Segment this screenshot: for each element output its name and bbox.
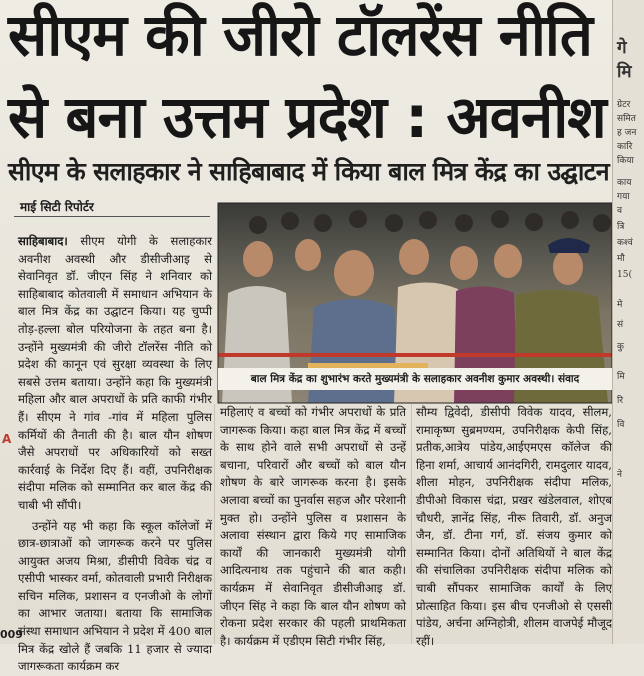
right-fragment: व [617,206,623,216]
paragraph-1 [18,233,212,515]
right-fragment: वि [617,420,625,430]
article-column-2 [220,404,406,648]
adjacent-article-strip [612,0,644,644]
right-fragment: गे [617,38,627,58]
column-divider [411,404,412,644]
dateline: साहिबाबाद। [18,234,68,248]
photo-caption: बाल मित्र केंद्र का शुभारंभ करते मुख्यमंत्री के सलाहकार अवनीश कुमार अवस्थी। संवाद [218,368,612,390]
paragraph-1-text: सीएम योगी के सलाहकार अवनीश अवस्थी और डीसीजीआइ से सेवानिवृत डॉ. जीएन सिंह ने शनिवार को साहिबाबाद कोतवाली में समाधान अभियान के बाल मित्र केंद्र का उद्घाटन किया। यह चुप्पी तोड़-हल्ला बोल परियोजना के तहत बना है। उन्होंने मुख्यमंत्री की जीरो टॉलरेंस नीति को प्रदेश की कानून एवं सुरक्षा व्यवस्था के लिए सबसे उत्तम बताया। उन्होंने कहा कि मुख्यमंत्री महिला और बाल अपराधों के प्रति काफी गंभीर हैं। सीएम ने गांव -गांव में महिला पुलिस कर्मियों की तैनाती की है। बाल यौन शोषण जैसे अपराधों पर अधिकारियों को सख्त कार्रवाई के निर्देश दिए हैं। वहीं, उपनिरीक्षक संदीपा मलिक को सम्मानित कर बाल केंद्र की चाबी भी सौंपी। [18,234,212,512]
article-column-3 [416,404,612,648]
right-fragment: काय [617,178,632,188]
right-fragment: 15( [617,270,632,280]
right-fragment: मे [617,300,623,310]
right-fragment: ह जन [617,128,637,138]
right-fragment: समित [617,114,636,124]
page-number: 009 [0,628,23,641]
right-fragment: किया [617,156,634,166]
right-fragment: रि [617,396,624,406]
right-fragment: त्रि [617,222,625,232]
subheadline: सीएम के सलाहकार ने साहिबाबाद में किया बाल मित्र केंद्र का उद्घाटन [8,157,609,186]
right-fragment: कु [617,342,624,352]
column-divider [214,404,215,644]
right-fragment: ग्रेटर [617,100,631,110]
right-fragment: गया [617,192,630,202]
column-2-text: महिलाएं व बच्चों को गंभीर अपराधों के प्रति जागरूक किया। कहा बाल मित्र केंद्र में बच्चों के साथ होने वाले सभी अपराधों से उन्हें बचाना, परिवारों और बच्चों को बाल यौन शोषण के बारे जागरूक करना है। इसके अलावा बच्चों का पुनर्वास सहज और परेशानी मुक्त हो। उन्होंने पुलिस व प्रशासन के अलावा संस्थान द्वारा किये गए सामाजिक कार्यों की जानकारी मुख्यमंत्री योगी आदित्यनाथ तक पहुंचाने की बात कही। कार्यक्रम में सेवानिवृत डीसीजीआइ डॉ. जीएन सिंह ने कहा कि बाल यौन शोषण को रोकना प्रदेश सरकार की पहली प्राथमिकता है। कार्यक्रम में एडीएम सिटी गंभीर सिंह, [220,405,406,648]
right-fragment: कारि [617,142,633,152]
column-3-text: सौम्य द्विवेदी, डीसीपी विवेक यादव, सीलम, रामाकृष्ण सुब्रमण्यम, उपनिरीक्षक केपी सिंह, प्रतीक,आत्रेय पांडेय,आईएमएस कॉलेज की हिना शर्मा, आचार्य आनंदगिरी, रामदुलार यादव, शीला मोहन, उपनिरीक्षक संदीपा मलिक, डीपीओ विकास चंद्रा, प्रखर खंडेलवाल, शोएब चौधरी, ज्ञानेंद्र सिंह, नीरू तिवारी, डॉ. अनुज जैन, डॉ. टीना गर्ग, डॉ. संजय कुमार को सम्मानित किया। दोनों अतिथियों ने बाल केंद्र की संचालिका उपनिरीक्षक संदीपा मलिक को चाबी सौंपकर सामाजिक कार्यों के लिए प्रोत्साहित किया। इस बीच एनजीओ से एससी पांडेय, अर्चना अग्निहोत्री, शीलम वाजपेई मौजूद रहीं। [416,405,612,648]
paragraph-2: उन्होंने यह भी कहा कि स्कूल कॉलेजों में छात्र-छात्राओं को जागरूक करने पर पुलिस आयुक्त अजय मिश्रा, डीसीपी विवेक चंद्र व एसीपी भास्कर वर्मा, कोतवाली प्रभारी निरीक्षक सचिन मलिक, प्रशासन व एनजीओ के लोगों का आभार जताया। बताया कि सामाजिक संस्था समाधान अभियान ने प्रदेश में 400 बाल मित्र केंद्र खोले हैं जबकि 11 हजार से ज्यादा जागरूकता कार्यक्रम कर [18,518,212,674]
byline: माई सिटी रिपोर्टर [20,200,94,214]
right-fragment: मि [617,62,632,82]
headline-line-2: से बना उत्तम प्रदेश : अवनीश [8,83,606,151]
right-fragment: सं [617,320,624,330]
headline-line-1: सीएम की जीरो टॉलरेंस नीति [8,1,592,69]
left-edge-letter: A [2,432,12,446]
right-fragment: मौ [617,254,625,264]
right-fragment: ने [617,470,622,480]
right-fragment: कश्वं [617,238,633,248]
right-fragment: मि [617,372,625,382]
article-column-1 [18,233,212,674]
byline-rule [14,216,210,217]
